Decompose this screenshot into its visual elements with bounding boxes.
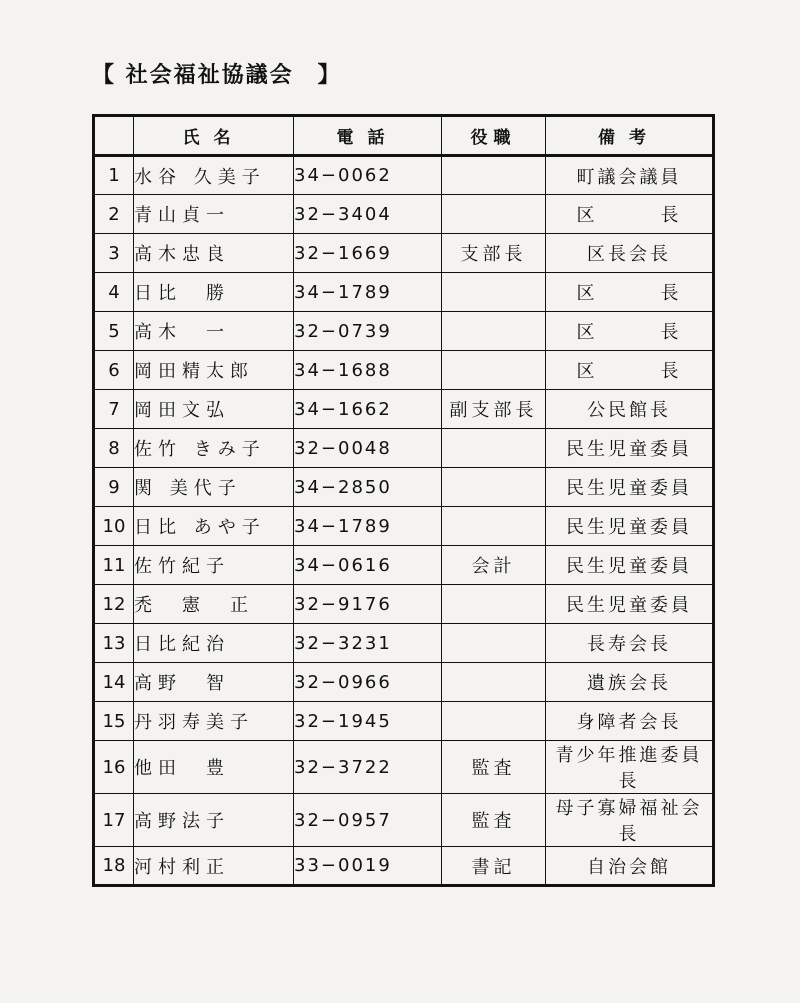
- member-name: 関 美代子: [134, 468, 294, 507]
- position: [442, 429, 546, 468]
- position: [442, 195, 546, 234]
- table-row: [94, 546, 714, 585]
- phone-number: 34−1688: [294, 351, 442, 390]
- row-number: 12: [94, 585, 134, 624]
- remarks: 青少年推進委員長: [546, 741, 714, 794]
- member-name: 他田 豊: [134, 741, 294, 794]
- position: [442, 312, 546, 351]
- remarks: 身障者会長: [546, 702, 714, 741]
- table-row: [94, 663, 714, 702]
- row-number: 14: [94, 663, 134, 702]
- remarks: 民生児童委員: [546, 546, 714, 585]
- member-name: 青山貞一: [134, 195, 294, 234]
- row-number: 1: [94, 156, 134, 195]
- member-name: 高木忠良: [134, 234, 294, 273]
- row-number: 2: [94, 195, 134, 234]
- table-row: [94, 273, 714, 312]
- position: [442, 624, 546, 663]
- member-name: 日比紀治: [134, 624, 294, 663]
- remarks: 区長会長: [546, 234, 714, 273]
- remarks: 自治会館: [546, 847, 714, 886]
- remarks: 区 長: [546, 273, 714, 312]
- remarks: 区 長: [546, 195, 714, 234]
- position: 監査: [442, 794, 546, 847]
- phone-number: 32−0739: [294, 312, 442, 351]
- phone-number: 34−2850: [294, 468, 442, 507]
- table-row: [94, 234, 714, 273]
- position: [442, 702, 546, 741]
- phone-number: 34−1662: [294, 390, 442, 429]
- position: 支部長: [442, 234, 546, 273]
- member-table: [92, 114, 715, 887]
- member-name: 高木 一: [134, 312, 294, 351]
- member-name: 佐竹 きみ子: [134, 429, 294, 468]
- phone-number: 34−0062: [294, 156, 442, 195]
- row-number: 9: [94, 468, 134, 507]
- row-number: 15: [94, 702, 134, 741]
- table-header-row: [94, 116, 714, 156]
- phone-number: 34−1789: [294, 507, 442, 546]
- table-row: [94, 585, 714, 624]
- remarks: 公民館長: [546, 390, 714, 429]
- member-name: 岡田精太郎: [134, 351, 294, 390]
- row-number: 4: [94, 273, 134, 312]
- remarks: 民生児童委員: [546, 429, 714, 468]
- member-name: 佐竹紀子: [134, 546, 294, 585]
- remarks: 民生児童委員: [546, 507, 714, 546]
- table-row: [94, 195, 714, 234]
- remarks: 民生児童委員: [546, 585, 714, 624]
- document-title: 【 社会福祉協議会 】: [92, 63, 342, 88]
- table-row: [94, 507, 714, 546]
- member-name: 丹羽寿美子: [134, 702, 294, 741]
- table-row: [94, 312, 714, 351]
- member-name: 高野法子: [134, 794, 294, 847]
- position: [442, 156, 546, 195]
- row-number: 8: [94, 429, 134, 468]
- position: [442, 351, 546, 390]
- position: [442, 507, 546, 546]
- member-name: 河村利正: [134, 847, 294, 886]
- position: 副支部長: [442, 390, 546, 429]
- member-name: 日比 あや子: [134, 507, 294, 546]
- phone-number: 33−0019: [294, 847, 442, 886]
- position: [442, 663, 546, 702]
- table-row: [94, 624, 714, 663]
- row-number: 11: [94, 546, 134, 585]
- member-name: 禿 憲 正: [134, 585, 294, 624]
- row-number: 17: [94, 794, 134, 847]
- remarks: 遺族会長: [546, 663, 714, 702]
- position: [442, 585, 546, 624]
- header-tel: 電話: [294, 116, 442, 156]
- header-name: 氏名: [134, 116, 294, 156]
- phone-number: 32−9176: [294, 585, 442, 624]
- member-name: 日比 勝: [134, 273, 294, 312]
- table-row: [94, 741, 714, 794]
- phone-number: 32−3404: [294, 195, 442, 234]
- row-number: 16: [94, 741, 134, 794]
- phone-number: 32−3722: [294, 741, 442, 794]
- row-number: 10: [94, 507, 134, 546]
- phone-number: 32−1669: [294, 234, 442, 273]
- position: 監査: [442, 741, 546, 794]
- header-no: [94, 116, 134, 156]
- table-row: [94, 702, 714, 741]
- phone-number: 32−3231: [294, 624, 442, 663]
- position: 書記: [442, 847, 546, 886]
- row-number: 3: [94, 234, 134, 273]
- remarks: 長寿会長: [546, 624, 714, 663]
- phone-number: 32−0957: [294, 794, 442, 847]
- position: [442, 273, 546, 312]
- member-name: 水谷 久美子: [134, 156, 294, 195]
- row-number: 7: [94, 390, 134, 429]
- table-row: [94, 847, 714, 886]
- position: 会計: [442, 546, 546, 585]
- remarks: 民生児童委員: [546, 468, 714, 507]
- table-row: [94, 468, 714, 507]
- header-role: 役職: [442, 116, 546, 156]
- table-row: [94, 794, 714, 847]
- phone-number: 34−1789: [294, 273, 442, 312]
- row-number: 5: [94, 312, 134, 351]
- table-row: [94, 156, 714, 195]
- phone-number: 32−0966: [294, 663, 442, 702]
- member-name: 岡田文弘: [134, 390, 294, 429]
- phone-number: 32−1945: [294, 702, 442, 741]
- row-number: 6: [94, 351, 134, 390]
- phone-number: 34−0616: [294, 546, 442, 585]
- position: [442, 468, 546, 507]
- remarks: 町議会議員: [546, 156, 714, 195]
- table-row: [94, 429, 714, 468]
- table-row: [94, 351, 714, 390]
- row-number: 18: [94, 847, 134, 886]
- table-row: [94, 390, 714, 429]
- member-name: 高野 智: [134, 663, 294, 702]
- phone-number: 32−0048: [294, 429, 442, 468]
- remarks: 母子寡婦福祉会長: [546, 794, 714, 847]
- row-number: 13: [94, 624, 134, 663]
- remarks: 区 長: [546, 312, 714, 351]
- header-note: 備考: [546, 116, 714, 156]
- remarks: 区 長: [546, 351, 714, 390]
